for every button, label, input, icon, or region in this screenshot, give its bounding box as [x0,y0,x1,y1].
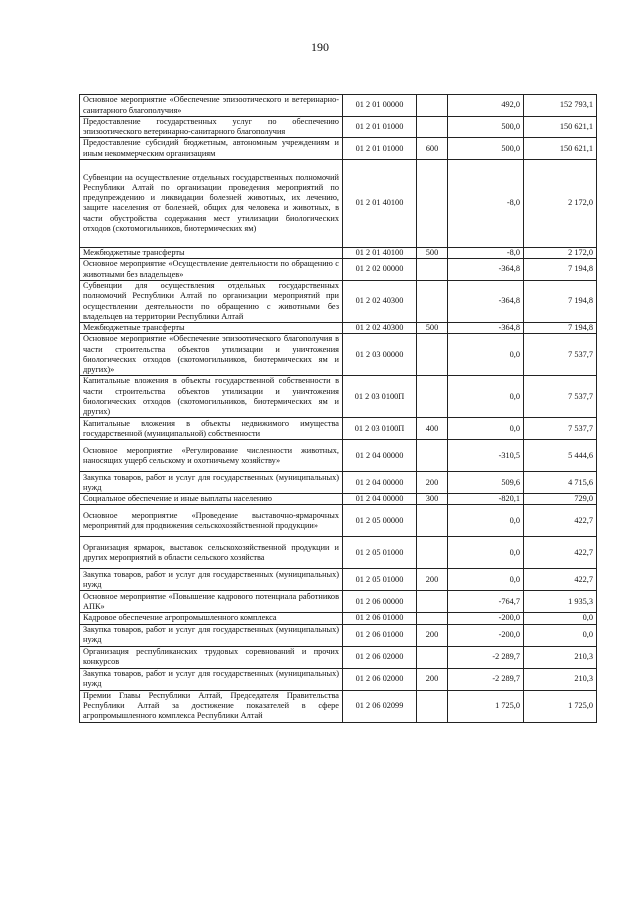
budget-item-name: Капитальные вложения в объекты государственной собственности в части строительства объектов утилизации и уничтожения биологических отходов (скотомогильников, биотермических ям и других) [80,376,343,418]
amount-total: 2 172,0 [524,247,597,258]
amount-total: 7 194,8 [524,259,597,281]
amount-total: 150 621,1 [524,117,597,138]
budget-item-name: Основное мероприятие «Обеспечение эпизоотического и ветеринарно-санитарного благополучия» [80,95,343,117]
budget-item-name: Основное мероприятие «Осуществление деятельности по обращению с животными без владельцев» [80,259,343,281]
expense-type-code [417,334,448,376]
budget-item-name: Межбюджетные трансферты [80,247,343,258]
table-row [80,418,597,440]
page-number: 190 [311,40,329,54]
budget-classification-code: 01 2 06 02000 [343,646,417,668]
expense-type-code [417,117,448,138]
amount-change: 0,0 [448,569,524,591]
amount-total: 422,7 [524,505,597,537]
expense-type-code [417,159,448,247]
budget-classification-code: 01 2 06 00000 [343,591,417,613]
table-row [80,668,597,690]
amount-change: -200,0 [448,624,524,646]
expense-type-code: 200 [417,569,448,591]
expense-type-code: 200 [417,668,448,690]
expense-type-code [417,537,448,569]
amount-change: 0,0 [448,334,524,376]
budget-classification-code: 01 2 03 0100П [343,418,417,440]
budget-classification-code: 01 2 06 02099 [343,690,417,722]
amount-total: 150 621,1 [524,138,597,159]
expense-type-code [417,613,448,624]
amount-total: 7 194,8 [524,323,597,334]
budget-item-name: Субвенции для осуществления отдельных государственных полномочий Республики Алтай по организации мероприятий при осуществлении деятельности по обращению с животными без владельцев на территории Республики Алтай [80,281,343,323]
budget-classification-code: 01 2 03 00000 [343,334,417,376]
table-row [80,591,597,613]
amount-total: 152 793,1 [524,95,597,117]
budget-item-name: Кадровое обеспечение агропромышленного комплекса [80,613,343,624]
amount-total: 4 715,6 [524,472,597,494]
amount-total: 7 537,7 [524,376,597,418]
expense-type-code [417,259,448,281]
expense-type-code: 600 [417,138,448,159]
table-row [80,259,597,281]
amount-total: 210,3 [524,646,597,668]
budget-classification-code: 01 2 01 40100 [343,247,417,258]
amount-total: 0,0 [524,613,597,624]
table-row [80,440,597,472]
expense-type-code [417,281,448,323]
budget-item-name: Закупка товаров, работ и услуг для государственных (муниципальных) нужд [80,472,343,494]
table-row [80,613,597,624]
budget-item-name: Закупка товаров, работ и услуг для государственных (муниципальных) нужд [80,624,343,646]
expense-type-code [417,690,448,722]
table-row [80,376,597,418]
table-row [80,281,597,323]
budget-item-name: Основное мероприятие «Обеспечение эпизоотического благополучия в части строительства объектов утилизации и уничтожения биологических отходов (скотомогильников, биотермических ям и других)» [80,334,343,376]
budget-item-name: Основное мероприятие «Регулирование численности животных, наносящих ущерб сельскому и охотничьему хозяйству» [80,440,343,472]
budget-classification-code: 01 2 06 02000 [343,668,417,690]
amount-change: -364,8 [448,323,524,334]
table-row [80,569,597,591]
amount-change: -8,0 [448,247,524,258]
amount-total: 210,3 [524,668,597,690]
table-row [80,159,597,247]
budget-classification-code: 01 2 06 01000 [343,624,417,646]
budget-classification-code: 01 2 04 00000 [343,472,417,494]
expense-type-code: 500 [417,247,448,258]
table-row [80,323,597,334]
table-row [80,117,597,138]
budget-classification-code: 01 2 02 00000 [343,259,417,281]
expense-type-code: 200 [417,472,448,494]
amount-change: -8,0 [448,159,524,247]
amount-change: -310,5 [448,440,524,472]
expense-type-code [417,505,448,537]
expense-type-code [417,440,448,472]
budget-classification-code: 01 2 06 01000 [343,613,417,624]
budget-table [79,94,597,723]
table-row [80,537,597,569]
amount-total: 2 172,0 [524,159,597,247]
budget-classification-code: 01 2 05 01000 [343,569,417,591]
budget-classification-code: 01 2 01 01000 [343,138,417,159]
expense-type-code [417,376,448,418]
amount-total: 7 537,7 [524,334,597,376]
table-row [80,95,597,117]
amount-change: -2 289,7 [448,668,524,690]
budget-item-name: Закупка товаров, работ и услуг для государственных (муниципальных) нужд [80,668,343,690]
amount-change: 0,0 [448,537,524,569]
table-row [80,247,597,258]
table-row [80,494,597,505]
budget-classification-code: 01 2 01 00000 [343,95,417,117]
amount-total: 729,0 [524,494,597,505]
amount-total: 5 444,6 [524,440,597,472]
amount-change: 500,0 [448,117,524,138]
table-row [80,624,597,646]
table-row [80,472,597,494]
budget-item-name: Предоставление государственных услуг по обеспечению эпизоотического ветеринарно-санитарного благополучия [80,117,343,138]
amount-change: 509,6 [448,472,524,494]
budget-item-name: Межбюджетные трансферты [80,323,343,334]
budget-item-name: Организация республиканских трудовых соревнований и прочих конкурсов [80,646,343,668]
budget-table-body [80,95,597,723]
expense-type-code: 200 [417,624,448,646]
budget-classification-code: 01 2 05 01000 [343,537,417,569]
amount-change: -2 289,7 [448,646,524,668]
amount-change: 0,0 [448,418,524,440]
amount-change: -764,7 [448,591,524,613]
budget-item-name: Закупка товаров, работ и услуг для государственных (муниципальных) нужд [80,569,343,591]
amount-change: 0,0 [448,376,524,418]
budget-item-name: Субвенции на осуществление отдельных государственных полномочий Республики Алтай по организации проведения мероприятий по предупреждению и ликвидации болезней животных, их лечению, защите населения от болезней, общих для человека и животных, в части обустройства содержания мест утилизации биологических отходов (скотомогильников, биотермических ям) [80,159,343,247]
table-row [80,138,597,159]
budget-item-name: Премии Главы Республики Алтай, Председателя Правительства Республики Алтай за достижение показателей в сфере агропромышленного комплекса Республики Алтай [80,690,343,722]
expense-type-code [417,95,448,117]
expense-type-code [417,591,448,613]
budget-classification-code: 01 2 03 0100П [343,376,417,418]
table-row [80,505,597,537]
budget-classification-code: 01 2 04 00000 [343,440,417,472]
expense-type-code: 400 [417,418,448,440]
amount-change: -820,1 [448,494,524,505]
amount-total: 422,7 [524,569,597,591]
amount-change: 500,0 [448,138,524,159]
budget-classification-code: 01 2 01 40100 [343,159,417,247]
budget-classification-code: 01 2 04 00000 [343,494,417,505]
amount-change: 1 725,0 [448,690,524,722]
amount-change: -364,8 [448,259,524,281]
budget-classification-code: 01 2 02 40300 [343,281,417,323]
budget-classification-code: 01 2 02 40300 [343,323,417,334]
budget-classification-code: 01 2 01 01000 [343,117,417,138]
table-row [80,690,597,722]
amount-total: 422,7 [524,537,597,569]
budget-item-name: Организация ярмарок, выставок сельскохозяйственной продукции и других мероприятий в области сельского хозяйства [80,537,343,569]
amount-total: 1 725,0 [524,690,597,722]
amount-total: 7 194,8 [524,281,597,323]
budget-item-name: Основное мероприятие «Повышение кадрового потенциала работников АПК» [80,591,343,613]
amount-change: -364,8 [448,281,524,323]
amount-total: 1 935,3 [524,591,597,613]
amount-change: 0,0 [448,505,524,537]
amount-total: 0,0 [524,624,597,646]
table-row [80,334,597,376]
amount-total: 7 537,7 [524,418,597,440]
amount-change: -200,0 [448,613,524,624]
table-row [80,646,597,668]
amount-change: 492,0 [448,95,524,117]
budget-classification-code: 01 2 05 00000 [343,505,417,537]
expense-type-code: 500 [417,323,448,334]
budget-item-name: Социальное обеспечение и иные выплаты населению [80,494,343,505]
budget-item-name: Основное мероприятие «Проведение выставочно-ярмарочных мероприятий для продвижения сельскохозяйственной продукции» [80,505,343,537]
expense-type-code: 300 [417,494,448,505]
budget-item-name: Капитальные вложения в объекты недвижимого имущества государственной (муниципальной) собственности [80,418,343,440]
budget-item-name: Предоставление субсидий бюджетным, автономным учреждениям и иным некоммерческим организациям [80,138,343,159]
expense-type-code [417,646,448,668]
